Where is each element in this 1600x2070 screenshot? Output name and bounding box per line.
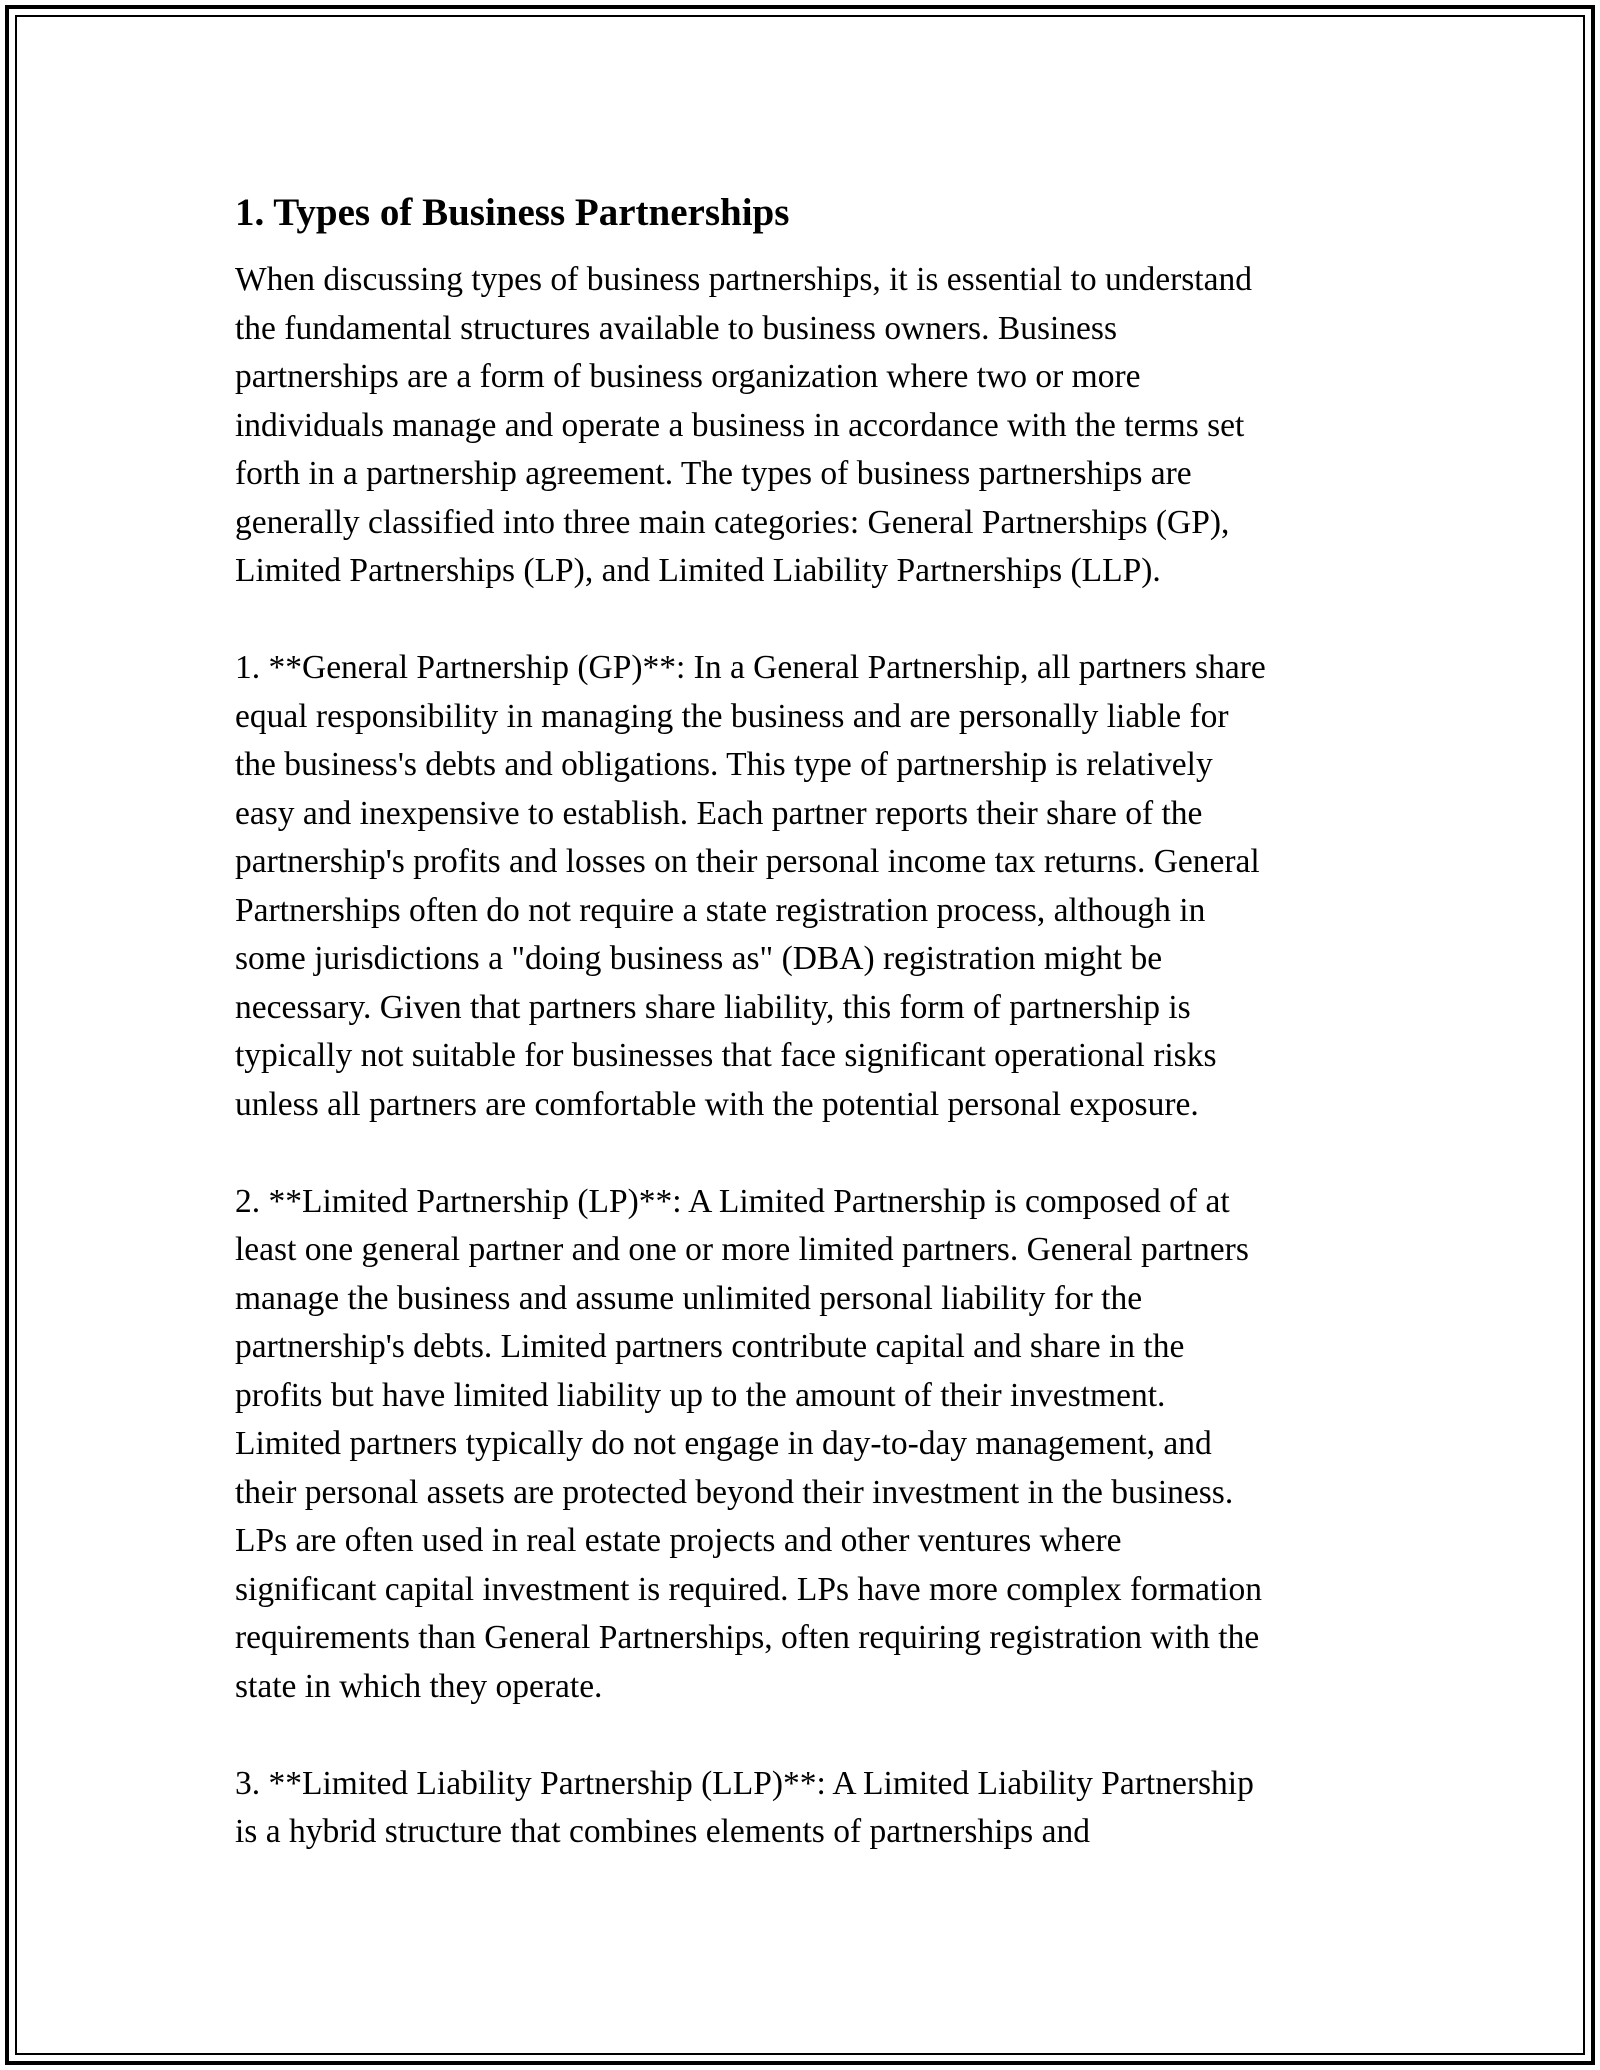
- limited-liability-partnership-paragraph: 3. **Limited Liability Partnership (LLP)**: A Limited Liability Partnership is a hybrid structure that combines elements of partnerships and: [235, 1764, 1254, 1850]
- section-heading: 1. Types of Business Partnerships: [235, 191, 790, 234]
- limited-partnership-paragraph: 2. **Limited Partnership (LP)**: A Limited Partnership is composed of at least one general partner and one or more limited partners. General partners manage the business and assume unlimited personal liability for the partnership's debts. Limited partners contribute capital and share in the profits but have limited liability up to the amount of their investment. Limited partners typically do not engage in day-to-day management, and their personal assets are protected beyond their investment in the business. LPs are often used in real estate projects and other ventures where significant capital investment is required. LPs have more complex formation requirements than General Partnerships, often requiring registration with the state in which they operate.: [235, 1182, 1263, 1705]
- general-partnership-paragraph: 1. **General Partnership (GP)**: In a General Partnership, all partners share equal responsibility in managing the business and are personally liable for the business's debts and obligations. This type of partnership is relatively easy and inexpensive to establish. Each partner reports their share of the partnership's profits and losses on their personal income tax returns. General Partnerships often do not require a state registration process, although in some jurisdictions a "doing business as" (DBA) registration might be necessary. Given that partners share liability, this form of partnership is typically not suitable for businesses that face significant operational risks unless all partners are comfortable with the potential personal exposure.: [235, 649, 1266, 1123]
- document-body: [235, 184, 1375, 1905]
- intro-paragraph: When discussing types of business partnerships, it is essential to understand the fundamental structures available to business owners. Business partnerships are a form of business organization where two or more individuals manage and operate a business in accordance with the terms set forth in a partnership agreement. The types of business partnerships are generally classified into three main categories: General Partnerships (GP), Limited Partnerships (LP), and Limited Liability Partnerships (LLP).: [235, 261, 1252, 589]
